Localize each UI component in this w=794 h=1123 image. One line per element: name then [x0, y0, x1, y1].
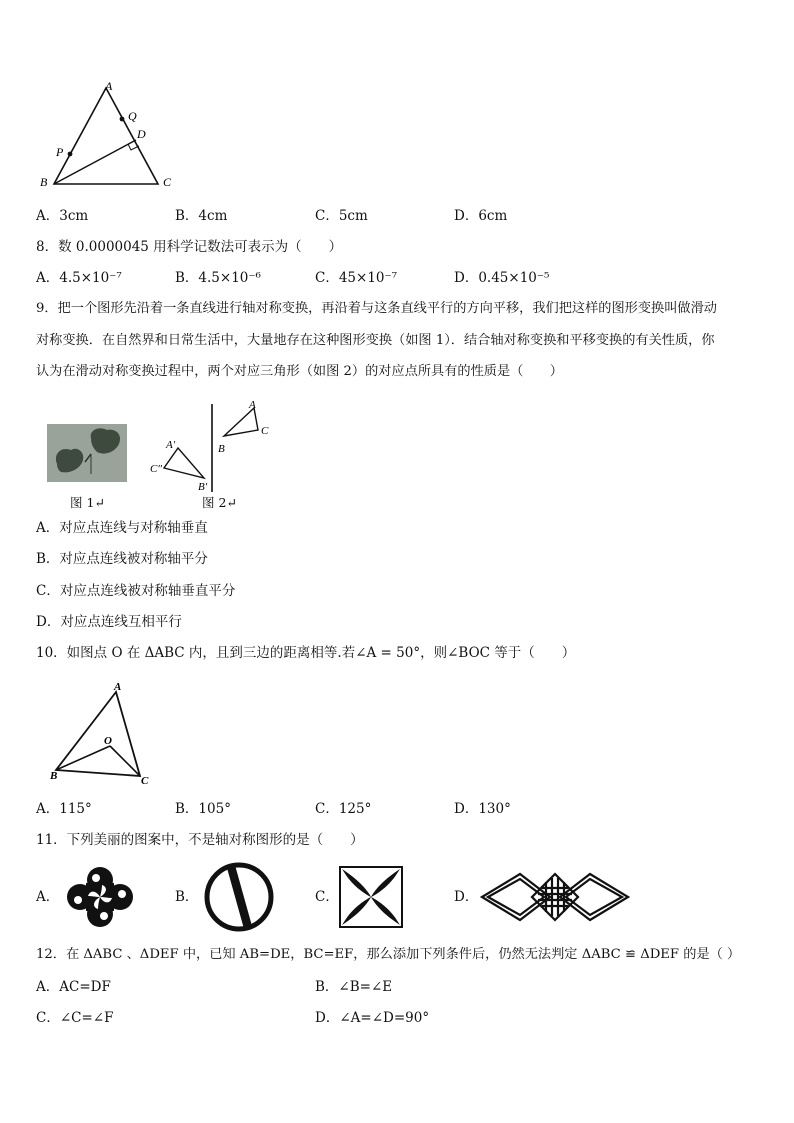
q7-option-a: A．3cm — [36, 208, 89, 224]
q12-stem: 12．在 ΔABC 、ΔDEF 中，已知 AB=DE，BC=EF，那么添加下列条件后，仍然无法判定 ΔABC ≌ ΔDEF 的是（ ） — [36, 947, 741, 962]
q11-stem: 11．下列美丽的图案中，不是轴对称图形的是（ ） — [36, 832, 364, 848]
q7-option-b: B．4cm — [175, 208, 228, 224]
q10-label-o: O — [104, 735, 112, 747]
q10-option-d: D．130° — [454, 801, 511, 817]
q9-stem-line-3: 认为在滑动对称变换过程中，两个对应三角形（如图 2）的对应点所具有的性质是（ ） — [36, 364, 563, 379]
q7-label-q: Q — [128, 109, 137, 123]
q9-stem-line-1: 9．把一个图形先沿着一条直线进行轴对称变换，再沿着与这条直线平行的方向平移，我们把这样的图形变换叫做滑动 — [36, 301, 717, 316]
q9-option-d: D．对应点连线互相平行 — [36, 614, 182, 630]
q8-option-c: C．45×10⁻⁷ — [315, 270, 398, 286]
q10-option-b: B．105° — [175, 801, 231, 817]
q11-label-a: A． — [36, 889, 60, 905]
q11-label-c: C． — [315, 889, 339, 905]
q9-leaf-photo — [47, 424, 127, 482]
q11-label-b: B． — [175, 889, 199, 905]
q7-option-c: C．5cm — [315, 208, 368, 224]
q9-label-b-prime: B′ — [198, 481, 208, 493]
q12-option-b: B．∠B=∠E — [315, 979, 393, 995]
q10-stem: 10．如图点 O 在 ΔABC 内，且到三边的距离相等.若∠A = 50°，则∠BOC 等于（ ） — [36, 645, 576, 661]
q11-pattern-a-clover-icon — [66, 866, 134, 928]
q10-label-a: A — [114, 681, 122, 693]
q7-option-d: D．6cm — [454, 208, 508, 224]
q10-label-b: B — [50, 770, 58, 782]
q9-label-b: B — [218, 443, 225, 455]
q10-option-c: C．125° — [315, 801, 372, 817]
q10-label-c: C — [141, 775, 149, 787]
q9-option-c: C．对应点连线被对称轴垂直平分 — [36, 583, 236, 599]
q11-pattern-b-circle-bar-icon — [200, 860, 278, 934]
q8-option-a: A．4.5×10⁻⁷ — [36, 270, 122, 286]
q7-label-a: A — [105, 79, 113, 93]
q9-stem-line-2: 对称变换．在自然界和日常生活中，大量地存在这种图形变换（如图 1）．结合轴对称变换和平移变换的有关性质，你 — [36, 333, 715, 348]
q7-label-p: P — [56, 145, 64, 159]
q12-option-d: D．∠A=∠D=90° — [315, 1010, 430, 1026]
q9-label-c: C — [261, 425, 269, 437]
q11-pattern-c-petal-square-icon — [339, 866, 403, 928]
q12-option-a: A．AC=DF — [36, 979, 111, 995]
q8-option-d: D．0.45×10⁻⁵ — [454, 270, 550, 286]
q9-glide-reflection-figure — [146, 396, 286, 496]
q7-triangle-figure — [36, 78, 186, 193]
q7-label-d: D — [137, 127, 146, 141]
q9-option-a: A．对应点连线与对称轴垂直 — [36, 520, 208, 536]
q9-option-b: B．对应点连线被对称轴平分 — [36, 551, 208, 567]
q8-stem: 8．数 0.0000045 用科学记数法可表示为（ ） — [36, 239, 343, 255]
q7-label-b: B — [40, 175, 48, 189]
q12-option-c: C．∠C=∠F — [36, 1010, 114, 1026]
q9-label-a: A — [249, 399, 256, 411]
q7-label-c: C — [163, 175, 172, 189]
q11-pattern-d-chinese-knot-icon — [480, 868, 630, 926]
q10-option-a: A．115° — [36, 801, 92, 817]
q9-fig2-caption: 图 2↵ — [202, 495, 237, 510]
q9-label-c-prime: C″ — [150, 463, 162, 475]
q10-triangle-figure — [46, 678, 162, 788]
q8-option-b: B．4.5×10⁻⁶ — [175, 270, 261, 286]
q11-label-d: D． — [454, 889, 479, 905]
q9-fig1-caption: 图 1↵ — [70, 495, 105, 510]
q9-label-a-prime: A′ — [166, 439, 176, 451]
